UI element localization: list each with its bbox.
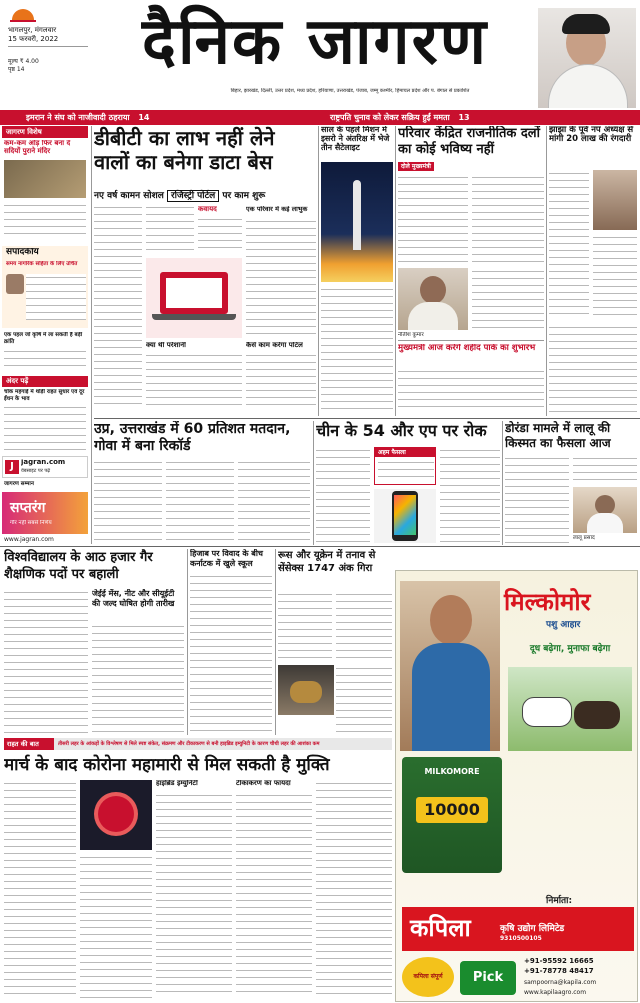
politics-tag: दोले मुख्यमंत्री — [398, 162, 434, 171]
masthead-portrait — [538, 8, 636, 108]
masthead — [0, 0, 640, 110]
corona-tag: राहत की बात — [4, 738, 54, 750]
ad-phone1[interactable]: +91-95592 16665 — [524, 957, 594, 965]
corona-col2-head: टीकाकरण का फायदा — [236, 780, 291, 787]
china-phone-illustration — [374, 489, 436, 543]
jhajha-headline[interactable]: झाझा के पूर्व नप अध्यक्ष से मांगी 20 लाख की रंगदारी — [549, 126, 634, 145]
masthead-date: 15 फरवरी, 2022 — [8, 35, 59, 43]
saptrang-title: सप्तरंग — [10, 500, 46, 516]
ad-phone3: 9310500105 — [500, 935, 542, 942]
lead-label-text — [198, 216, 242, 252]
voting-col3 — [238, 459, 310, 543]
politics-caption: नीतीश कुमार — [398, 332, 424, 338]
corona-band-text: तीसरी लहर के आंकड़ों के विश्लेषण से मिले स्पष्ट संकेत, संक्रमण और टीकाकरण से बनी हाइब्रिड इम्युनिटी के कारण चौथी लहर की आशंका कम — [58, 741, 320, 747]
sidebar-andar-header: अंदर पढ़ें — [2, 376, 88, 387]
sensex-headline[interactable]: रूस और यूक्रेन में तनाव से सेंसेक्स 1747 अंक गिरा — [278, 550, 376, 574]
corona-virus-illustration — [80, 780, 152, 850]
corona-col4 — [236, 792, 312, 998]
china-story — [316, 421, 500, 545]
sidebar — [0, 126, 90, 544]
sidebar-sampadkiya-text — [26, 274, 86, 320]
sidebar-item2-text — [4, 348, 86, 370]
politics-portrait — [398, 268, 468, 330]
mukhyamantri-headline[interactable]: मुख्यमंत्री आज करेंगे शहीद पार्क का शुभारंभ — [398, 344, 536, 353]
politics-story — [398, 126, 544, 416]
sensex-col2 — [336, 591, 392, 661]
mukhyamantri-text — [398, 368, 544, 412]
jhajha-text — [549, 324, 637, 412]
jagran-j-icon: J — [5, 460, 19, 474]
sidebar-andar1[interactable]: चोक महंगाई में थोड़ी राहत सुधार एवं दूर ईंधन के भाव — [4, 389, 85, 402]
lead-side-text — [246, 218, 316, 338]
ad-phone2[interactable]: +91-78778 48417 — [524, 967, 594, 975]
ad-maker: कपिला — [410, 914, 471, 942]
ad-brand: मिल्कोमोर — [504, 588, 591, 616]
jhajha-photo — [593, 170, 637, 230]
saptrang-sub: गौर नहीं सबसे निर्णय — [10, 520, 52, 526]
masthead-editions: बिहार, झारखंड, दिल्ली, उत्तर प्रदेश, मध्य प्रदेश, हरियाणा, उत्तराखंड, पंजाब, जम्मू कश्मीर, हिमाचल प्रदेश और प. बंगाल से प्रकाशित — [230, 88, 470, 94]
lead-side-head: एक परिवार में कई लाभुक — [246, 206, 308, 213]
ad-sampoorna: कपिला संपूर्ण — [402, 957, 454, 997]
lead-subhead-box: रजिस्ट्री पोर्टल — [167, 190, 219, 202]
doranda-col2 — [573, 455, 637, 485]
ad-maker-label: निर्माता: — [546, 896, 573, 906]
jagran-com-label: jagran.com — [21, 459, 66, 466]
ad-brand-sub: पशु आहार — [546, 620, 581, 630]
doranda-story — [505, 421, 637, 545]
lead-laptop-illustration — [146, 258, 242, 338]
hijab-headline[interactable]: हिजाब पर विवाद के बीच कर्नाटक में खुले स्कूल — [190, 549, 264, 568]
ad-celebrity — [400, 581, 500, 751]
top-strip-left[interactable]: इमरान ने संघ को नाजीवादी ठहराया 14 — [26, 113, 150, 122]
ad-maker-box — [402, 907, 634, 951]
ad-maker-sub: कृषि उद्योग लिमिटेड — [500, 924, 565, 934]
sidebar-header: जागरण विशेष — [2, 126, 88, 138]
columnist-avatar — [6, 274, 24, 294]
ad-email[interactable]: sampoorna@kapila.com — [524, 979, 597, 986]
space-rocket-photo — [321, 162, 393, 282]
voting-headline[interactable]: उप्र, उत्तराखंड में 60 प्रतिशत मतदान, गोवा में बना रिकॉर्ड — [94, 421, 291, 454]
china-col2 — [440, 447, 500, 543]
jhajha-story — [549, 126, 637, 416]
university-story — [4, 549, 184, 735]
voting-story — [94, 421, 310, 545]
lead-caption2-text — [246, 352, 316, 410]
sidebar-sampadkiya-sub[interactable]: समय नागरिक संहिता के लिए उचित — [6, 261, 78, 267]
lead-caption-text — [146, 352, 242, 410]
space-text — [321, 286, 393, 410]
sidebar-item2[interactable]: एक पहल जो कृषि में ला सकती है बड़ी क्रांति — [4, 332, 83, 345]
hijab-text — [190, 573, 272, 733]
space-story — [321, 126, 393, 416]
ad-product-label: MILKOMORE — [424, 767, 480, 776]
lead-subhead: नए वर्ष कामन सोशल रजिस्ट्री पोर्टल पर काम शुरू — [94, 191, 266, 201]
voting-col2 — [166, 459, 234, 543]
lead-label: कवायद — [198, 206, 217, 213]
masthead-pages: पृष्ठ 14 — [8, 66, 25, 73]
corona-col1 — [4, 780, 76, 998]
corona-band — [4, 738, 392, 750]
jagran-com-sub: वेबसाइट पर पढ़ें — [21, 468, 51, 474]
space-headline[interactable]: साल के पहले मिशन में इसरो ने अंतरिक्ष में भेजे तीन सैटेलाइट — [321, 126, 390, 152]
university-headline[interactable]: विश्वविद्यालय के आठ हजार गैर शैक्षणिक पदों पर बहाली — [4, 550, 153, 582]
voting-col1 — [94, 459, 162, 543]
lead-col2 — [146, 204, 194, 254]
doranda-caption: लालू प्रसाद — [573, 535, 595, 541]
lead-headline[interactable]: डीबीटी का लाभ नहीं लेने वालों का बनेगा डाटा बेस — [94, 126, 275, 174]
corona-col1-head: हाइब्रिड इम्युनिटी — [156, 780, 198, 787]
ad-cows — [508, 667, 632, 751]
ad-website[interactable]: www.kapilaagro.com — [524, 989, 587, 996]
masthead-city: भागलपुर, मंगलवार — [8, 26, 57, 34]
jhajha-col1 — [549, 170, 589, 320]
doranda-headline[interactable]: डोरंडा मामले में लालू की किस्मत का फैसला आज — [505, 421, 611, 450]
politics-col1 — [398, 174, 468, 264]
politics-col2 — [472, 174, 544, 264]
sensex-col3 — [336, 665, 392, 733]
lead-story — [94, 126, 316, 416]
china-col1 — [316, 447, 370, 543]
sidebar-saptrang-box[interactable] — [2, 492, 88, 534]
ad-product-number: 10000 — [416, 797, 488, 823]
university-col1 — [4, 589, 88, 733]
hijab-story — [190, 549, 272, 735]
top-strip-right[interactable]: राष्ट्रपति चुनाव को लेकर सक्रिय हुईं ममता 13 — [330, 113, 470, 122]
china-tag: अहम फैसला — [375, 448, 435, 457]
corona-col5 — [316, 780, 392, 998]
lead-caption: क्या थी परेशानी — [146, 342, 186, 349]
doranda-photo — [573, 487, 637, 533]
politics-col3 — [472, 268, 544, 332]
jhajha-col2 — [593, 234, 637, 320]
sensex-story — [278, 549, 392, 735]
masthead-title: दैनिक जागरण — [141, 4, 489, 79]
lead-caption2: कैसे काम करेगा पोर्टल — [246, 342, 303, 349]
corona-col3 — [156, 792, 232, 998]
ad-product-bag — [402, 757, 502, 873]
china-headline[interactable]: चीन के 54 और एप पर रोक — [316, 421, 487, 440]
ad-pick: Pick — [460, 961, 516, 995]
top-strip — [0, 110, 640, 125]
doranda-col1 — [505, 455, 569, 543]
sidebar-jagran-com[interactable] — [2, 456, 88, 478]
sensex-col1 — [278, 591, 332, 661]
university-sub[interactable]: जेईई मेंस, नीट और सीयूईटी की जल्द घोषित होगी तारीख — [92, 589, 175, 608]
masthead-date-divider — [8, 46, 88, 47]
china-box — [374, 447, 436, 485]
sidebar-sampadkiya-title: संपादकीय — [6, 248, 39, 257]
university-col2 — [92, 623, 184, 733]
ad-packs — [402, 955, 520, 999]
ad-tagline: दूध बढ़ेगा, मुनाफा बढ़ेगा — [529, 644, 611, 654]
sidebar-promo-headline[interactable]: कम-कम ओड़ फिर बना दें सदियों पुराने मंदिर — [4, 140, 71, 155]
corona-story — [4, 780, 392, 1000]
sidebar-temple-photo — [4, 160, 86, 198]
masthead-price: मूल्य ₹ 4.00 — [8, 58, 39, 65]
sidebar-samman[interactable]: जागरण सम्मान — [4, 481, 34, 487]
lead-col1 — [94, 204, 142, 410]
politics-headline[interactable]: परिवार केंद्रित राजनीतिक दलों का कोई भविष्य नहीं — [398, 126, 540, 157]
milkomore-ad[interactable] — [395, 570, 638, 1002]
sidebar-sampadkiya-box — [2, 246, 88, 328]
sidebar-website[interactable]: www.jagran.com — [4, 536, 54, 543]
sidebar-andar-text — [4, 404, 86, 452]
corona-col2 — [80, 854, 152, 998]
jagran-sun-icon — [10, 6, 36, 22]
sensex-bull-photo — [278, 665, 334, 715]
sidebar-promo-text — [4, 202, 86, 238]
corona-headline[interactable]: मार्च के बाद कोरोना महामारी से मिल सकती है मुक्ति — [4, 755, 330, 775]
